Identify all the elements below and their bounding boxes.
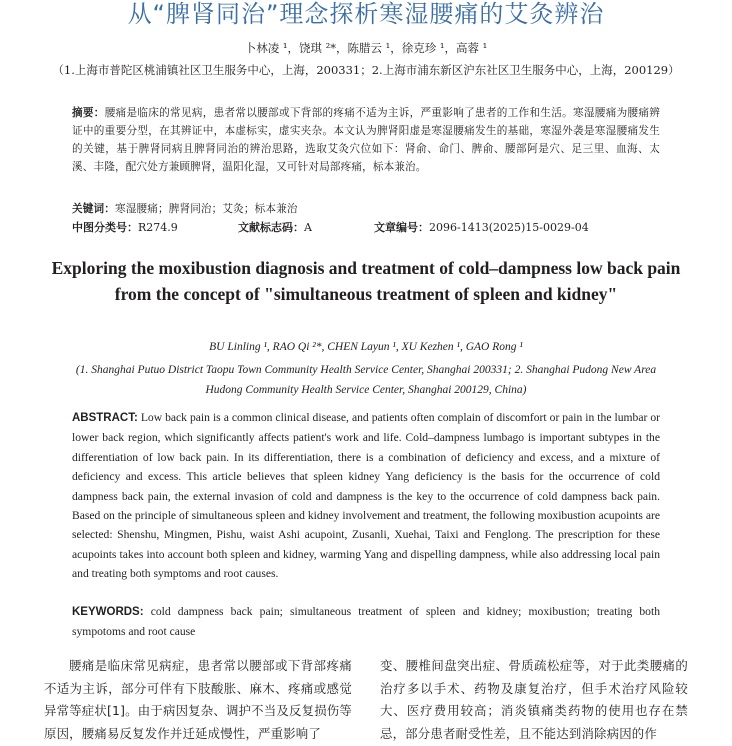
zh-authors: 卜林凌 ¹，饶琪 ²*，陈腊云 ¹，徐克珍 ¹，高蓉 ¹	[244, 41, 488, 55]
body-right-column: 变、腰椎间盘突出症、骨质疏松症等，对于此类腰痛的治疗多以手术、药物及康复治疗，但手术治疗风险较大、医疗费用较高；消炎镇痛类药物的使用也存在禁忌，部分患者耐受性差，且不能达到消除病因的作	[380, 658, 688, 741]
body-left-column: 腰痛是临床常见病症，患者常以腰部或下背部疼痛不适为主诉，部分可伴有下肢酸胀、麻木、疼痛或感觉异常等症状[1]。由于病因复杂、调护不当及反复损伤等原因，腰痛易反复发作并迁延成慢性，严重影响了	[44, 658, 352, 741]
en-abstract-label: ABSTRACT:	[72, 412, 138, 424]
article-no-group	[374, 219, 589, 235]
en-affiliation: (1. Shanghai Putuo District Taopu Town Community Health Service Center, Shanghai 200331; 2. Shanghai Pudong New Area Hudong Community Health Service Center, Shanghai 200129, China)	[75, 364, 657, 396]
zh-abstract	[72, 104, 660, 176]
zh-keywords	[72, 200, 660, 218]
zh-abstract-label: 摘要：	[72, 107, 105, 119]
en-abstract	[72, 408, 660, 584]
clc-value: R274.9	[138, 221, 178, 234]
en-keywords-text: cold dampness back pain; simultaneous treatment of spleen and kidney; moxibustion; treating both sympotoms and root cause	[72, 605, 660, 639]
article-no-label: 文章编号：	[374, 221, 429, 234]
doc-code-value: A	[304, 221, 312, 234]
doc-code-group	[238, 219, 312, 235]
zh-title: 从“脾肾同治”理念探析寒湿腰痛的艾灸辨治	[127, 0, 605, 28]
en-keywords-label: KEYWORDS:	[72, 606, 144, 618]
en-keywords	[72, 602, 660, 642]
article-no-value: 2096-1413(2025)15-0029-04	[429, 221, 589, 234]
en-title: Exploring the moxibustion diagnosis and treatment of cold–dampness low back pain from the concept of "simultaneous treatment of spleen and kidney"	[51, 258, 681, 304]
zh-keywords-text: 寒湿腰痛；脾肾同治；艾灸；标本兼治	[114, 203, 298, 215]
clc-label: 中图分类号：	[72, 221, 138, 234]
zh-abstract-text: 腰痛是临床的常见病，患者常以腰部或下背部的疼痛不适为主诉，严重影响了患者的工作和生活。寒湿腰痛为腰痛辨证中的重要分型，在其辨证中，本虚标实，虚实夹杂。本文认为脾肾阳虚是寒湿腰痛发生的基础，寒湿外袭是寒湿腰痛发生的关键，基于脾肾同病且脾肾同治的辨治思路，选取艾灸穴位如下：肾俞、命门、脾俞、腰部阿是穴、足三里、血海、太溪、丰隆，配穴处方兼顾脾肾，温阳化湿，又可针对局部疼痛，标本兼治。	[72, 107, 660, 173]
zh-affiliation: （1.上海市普陀区桃浦镇社区卫生服务中心，上海，200331；2.上海市浦东新区沪东社区卫生服务中心，上海，200129）	[52, 63, 680, 77]
en-authors: BU Linling ¹, RAO Qi ²*, CHEN Layun ¹, XU Kezhen ¹, GAO Rong ¹	[209, 341, 523, 353]
zh-keywords-label: 关键词：	[72, 203, 115, 215]
doc-code-label: 文献标志码：	[238, 221, 304, 234]
en-abstract-text: Low back pain is a common clinical disease, and patients often complain of discomfort or pain in the lumbar or lower back region, which significantly affects patient's work and life. Cold–dampness lumbago is important subtypes in the differentiation of low back pain. In its differentiation, there is a combination of deficiency and excess, and a mixture of deficiency and excess. This article believes that spleen kidney Yang deficiency is the basis for the occurrence of cold dampness back pain, the external invasion of cold and dampness is the key to the occurrence of cold dampness back pain. Based on the principle of simultaneous spleen and kidney involvement and treatment, the following moxibustion acupoints are selected: Shenshu, Mingmen, Pishu, waist Ashi acupoint, Zusanli, Xuehai, Taixi and Fenglong. The prescription for these acupoints takes into account both spleen and kidney, warming Yang and dispelling dampness, while also addressing local pain and treating both symptoms and root causes.	[72, 411, 660, 581]
clc-group	[72, 219, 178, 235]
